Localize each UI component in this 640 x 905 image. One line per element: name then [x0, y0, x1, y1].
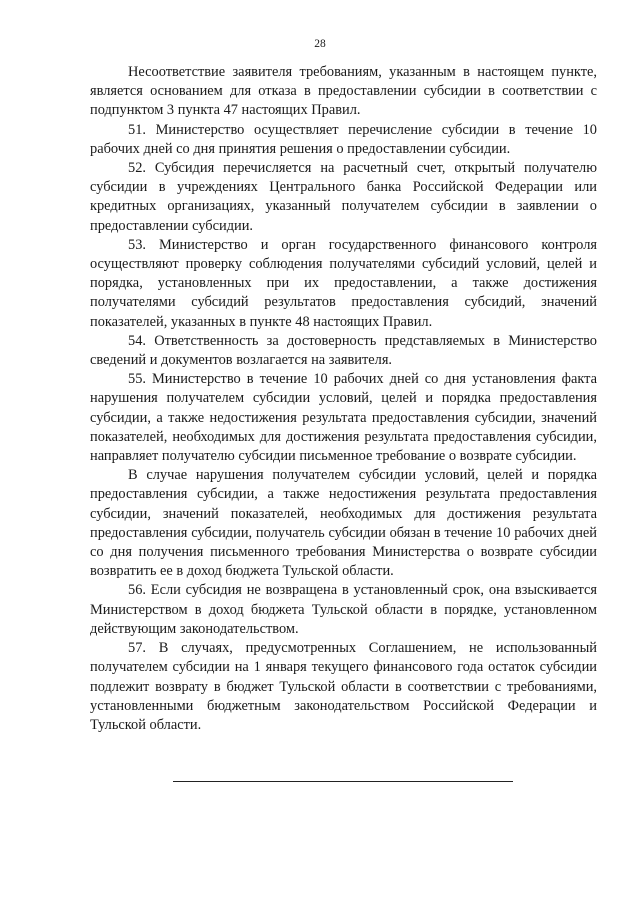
paragraph-intro: Несоответствие заявителя требованиям, указанным в настоящем пункте, является основанием для отказа в предоставлении субсидии в соответствии с подпунктом 3 пункта 47 настоящих Правил. — [90, 64, 597, 119]
page-number: 28 — [314, 38, 326, 50]
paragraph-55: 55. Министерство в течение 10 рабочих дней со дня установления факта нарушения получателем субсидии условий, целей и порядка предоставления субсидии, а также недостижения результата предоставления субсидии, значений показателей, необходимых для достижения результата предоставления субсидии, направляет получателю субсидии письменное требование о возврате субсидии. — [90, 371, 597, 465]
end-of-text-rule — [173, 781, 513, 782]
paragraph-56: 56. Если субсидия не возвращена в установленный срок, она взыскивается Министерством в доход бюджета Тульской области в порядке, установленном действующим законодательством. — [90, 582, 597, 637]
document-body — [90, 63, 597, 735]
paragraph-51: 51. Министерство осуществляет перечисление субсидии в течение 10 рабочих дней со дня принятия решения о предоставлении субсидии. — [90, 121, 597, 157]
paragraph-54: 54. Ответственность за достоверность представляемых в Министерство сведений и документов возлагается на заявителя. — [90, 332, 597, 369]
paragraph-53: 53. Министерство и орган государственного финансового контроля осуществляют проверку соблюдения получателями субсидий условий, целей и порядка, установленных при их предоставлении, а также достижения получателями субсидий результатов предоставления субсидий, значений показателей, указанных в пункте 48 настоящих Правил. — [90, 236, 597, 330]
paragraph-52: 52. Субсидия перечисляется на расчетный счет, открытый получателю субсидии в учреждениях Центрального банка Российской Федерации или кредитных организациях, указанный получателем субсидии в заявлении о предоставлении субсидии. — [90, 160, 597, 234]
paragraph-55-continued: В случае нарушения получателем субсидии условий, целей и порядка предоставления субсидии, а также недостижения результата предоставления субсидии, значений показателей, необходимых для достижения результата предоставления субсидии, получатель субсидии обязан в течение 10 рабочих дней со дня получения письменного требования Министерства о возврате субсидии возвратить ее в доход бюджета Тульской области. — [90, 467, 597, 580]
paragraph-57: 57. В случаях, предусмотренных Соглашением, не использованный получателем субсидии на 1 января текущего финансового года остаток субсидии подлежит возврату в бюджет Тульской области в соответствии с требованиями, установленными бюджетным законодательством Российской Федерации и Тульской области. — [90, 640, 597, 733]
